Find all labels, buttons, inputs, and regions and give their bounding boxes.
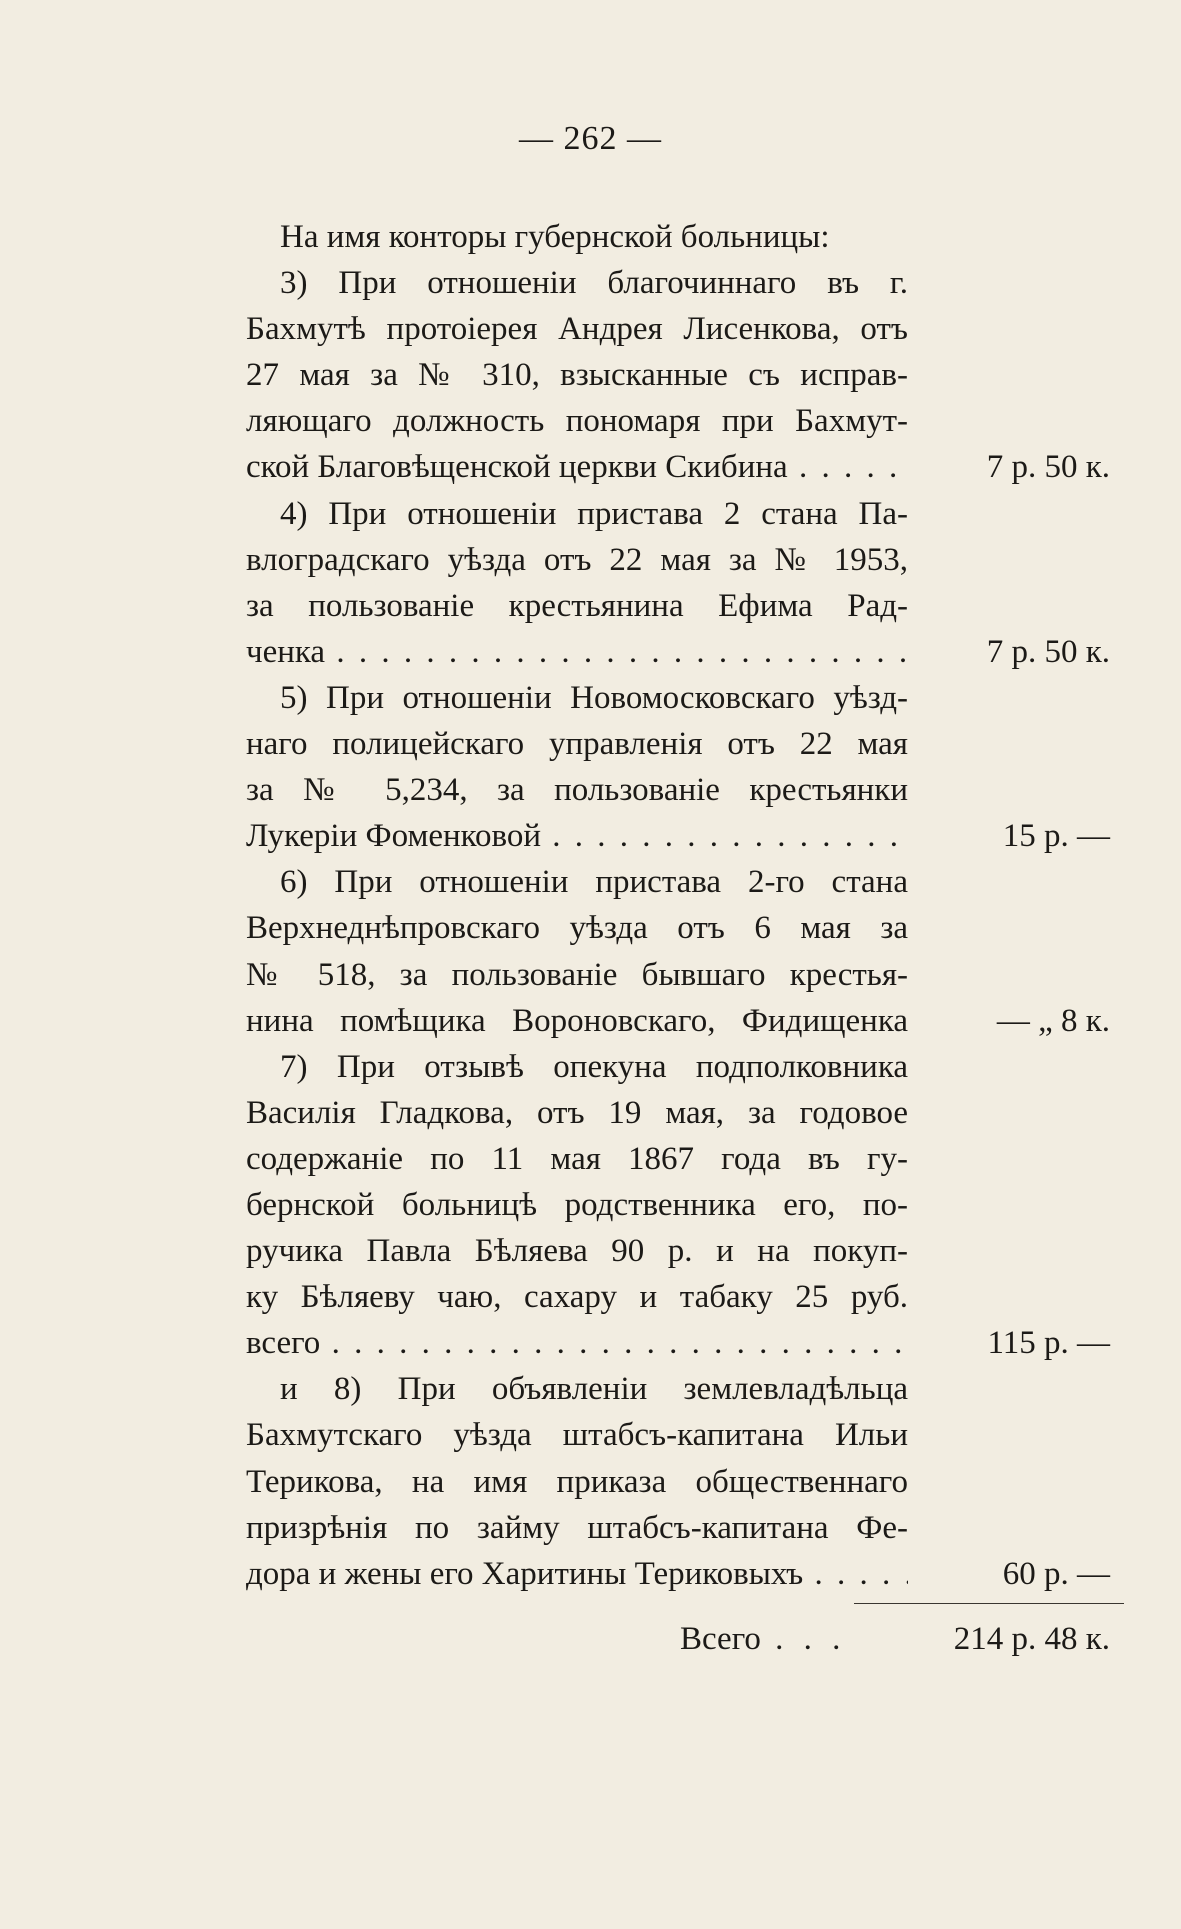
entry-7-line-7 (246, 1320, 1110, 1366)
entry-8-line-2 (246, 1412, 1110, 1458)
entry-text-line: 4) При отношенiи пристава 2 стана Па- (280, 495, 908, 532)
entry-4-line-4 (246, 629, 1110, 675)
entry-8-line-3 (246, 1459, 1110, 1505)
entry-text-line: за № 5,234, за пользованiе крестьянки (246, 772, 908, 809)
section-heading: На имя конторы губернской больницы: (280, 219, 830, 255)
entry-text-line: ляющаго должность пономаря при Бахмут- (246, 403, 908, 440)
entry-8-line-4 (246, 1505, 1110, 1551)
entry-amount: 115 р. — (987, 1325, 1110, 1362)
entry-text-line: 6) При отношенiи пристава 2-го стана (280, 864, 908, 901)
entry-5-line-1 (246, 675, 1110, 721)
entry-amount: 60 р. — (1002, 1555, 1110, 1592)
entry-3-line-4 (246, 398, 1110, 444)
entry-text-line: нина помѣщика Вороновскаго, Фидищенка (246, 1002, 908, 1039)
entry-text-line: ской Благовѣщенской церкви Скибина . . . (246, 444, 908, 490)
total-label: Всего . . . (680, 1611, 846, 1667)
total-divider (246, 1597, 1110, 1611)
entry-6-line-3 (246, 952, 1110, 998)
entry-7-line-1 (246, 1044, 1110, 1090)
entry-text-line: за пользованiе крестьянина Ефима Рад- (246, 587, 908, 624)
entry-text-line: и 8) При объявленiи землевладѣльца (280, 1371, 908, 1408)
entry-text-line: бернской больницѣ родственника его, по- (246, 1186, 908, 1223)
entry-text-line: 7) При отзывѣ опекуна подполковника (280, 1048, 908, 1085)
entry-3-line-1 (246, 260, 1110, 306)
entry-7-line-5 (246, 1228, 1110, 1274)
entry-5-line-3 (246, 767, 1110, 813)
entry-8-line-5 (246, 1551, 1110, 1597)
entry-5-line-4 (246, 813, 1110, 859)
entry-text-line: Верхнеднѣпровскаго уѣзда отъ 6 мая за (246, 910, 908, 947)
entry-text-line: дора и жены его Харитины Териковыхъ . . . (246, 1551, 908, 1597)
entry-amount: 7 р. 50 к. (986, 449, 1110, 486)
entry-6-line-2 (246, 905, 1110, 951)
entry-text-line: 27 мая за № 310, взысканные съ исправ- (246, 357, 908, 394)
entry-7-line-6 (246, 1274, 1110, 1320)
entry-7-line-4 (246, 1182, 1110, 1228)
entry-text-line: наго полицейскаго управленiя отъ 22 мая (246, 726, 908, 763)
page-number: — 262 — (519, 120, 662, 157)
entry-7-line-2 (246, 1090, 1110, 1136)
entry-5-line-2 (246, 721, 1110, 767)
entry-3-line-3 (246, 352, 1110, 398)
entry-4-line-1 (246, 491, 1110, 537)
entry-6-line-4 (246, 998, 1110, 1044)
entry-4-line-2 (246, 537, 1110, 583)
entry-text-line: Терикова, на имя приказа общественнаго (246, 1463, 908, 1500)
total-line (246, 1611, 1110, 1667)
heading-line (246, 214, 1110, 260)
page-content (246, 214, 1110, 1667)
entry-text-line: влоградскаго уѣзда отъ 22 мая за № 1953, (246, 541, 908, 578)
entry-4-line-3 (246, 583, 1110, 629)
entry-7-line-3 (246, 1136, 1110, 1182)
entry-text-line: Василiя Гладкова, отъ 19 мая, за годовое (246, 1094, 908, 1131)
entry-text-line: 3) При отношенiи благочиннаго въ г. (280, 265, 908, 302)
entry-text-line: содержанiе по 11 мая 1867 года въ гу- (246, 1140, 908, 1177)
entry-text-line: Лукерiи Фоменковой . . . (246, 813, 908, 859)
entry-3-line-5 (246, 444, 1110, 490)
entry-text-line: ручика Павла Бѣляева 90 р. и на покуп- (246, 1233, 908, 1270)
entry-8-line-1 (246, 1366, 1110, 1412)
entry-text-line: Бахмутскаго уѣзда штабсъ-капитана Ильи (246, 1417, 908, 1454)
entry-3-line-2 (246, 306, 1110, 352)
total-amount: 214 р. 48 к. (953, 1620, 1110, 1657)
entry-text-line: ченка . . . (246, 629, 908, 675)
entry-amount: 15 р. — (1002, 818, 1110, 855)
entry-text-line: всего . . . (246, 1320, 908, 1366)
entry-text-line: призрѣнiя по займу штабсъ-капитана Фе- (246, 1509, 908, 1546)
entry-text-line: ку Бѣляеву чаю, сахару и табаку 25 руб. (246, 1279, 908, 1316)
entry-amount: 7 р. 50 к. (986, 633, 1110, 670)
entry-text-line: № 518, за пользованiе бывшаго крестья- (246, 956, 908, 993)
entry-text-line: 5) При отношенiи Новомосковскаго уѣзд- (280, 679, 908, 716)
entry-6-line-1 (246, 859, 1110, 905)
entry-amount: — „ 8 к. (996, 1002, 1110, 1039)
entry-text-line: Бахмутѣ протоiерея Андрея Лисенкова, отъ (246, 311, 908, 348)
